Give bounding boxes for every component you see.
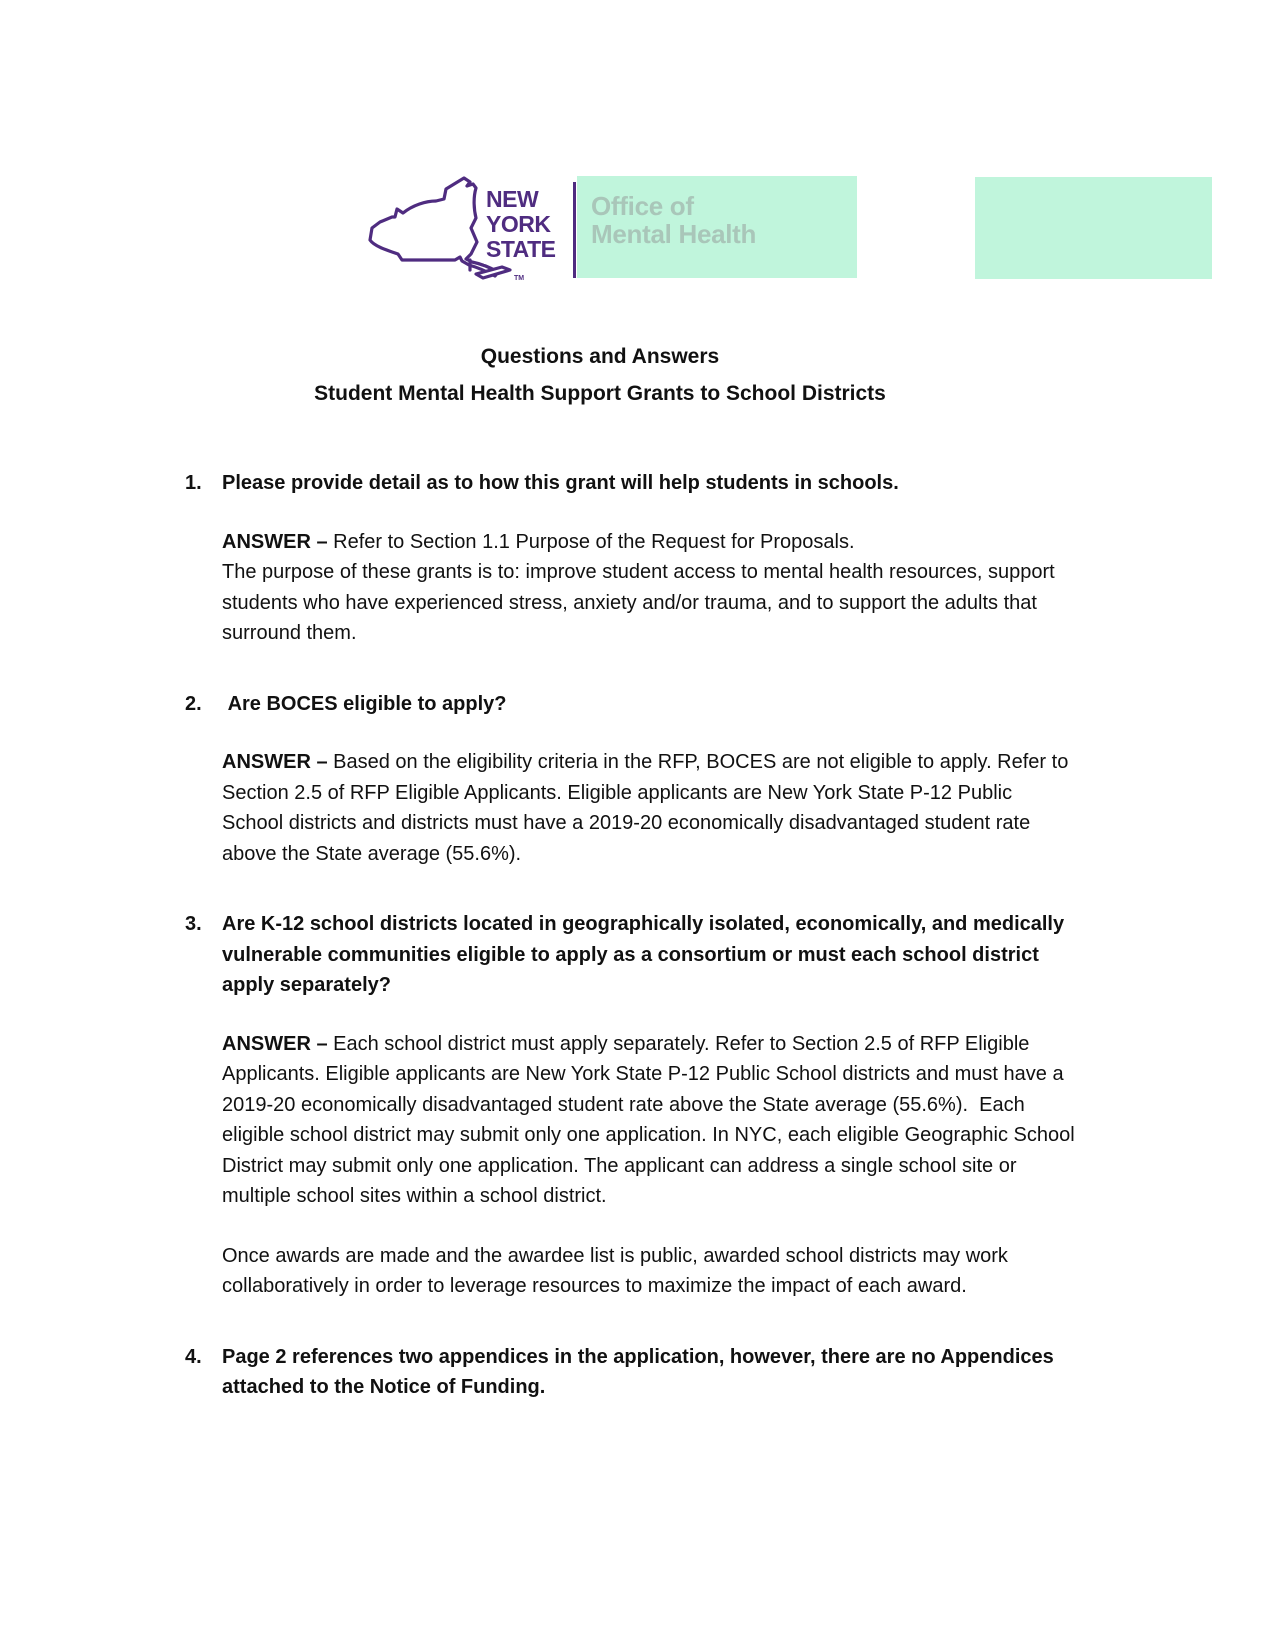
qa-body (222, 468, 1075, 678)
answer-paragraph (222, 1241, 1075, 1302)
answer-paragraph (222, 747, 1075, 869)
ny-state-outline (370, 178, 498, 276)
mental-health-text: Mental Health (591, 219, 757, 249)
logo-word-new: NEW (486, 186, 539, 212)
answer-label: ANSWER – (222, 751, 334, 773)
answer-label: ANSWER – (222, 530, 334, 553)
question-text: Please provide detail as to how this grant will help students in schools. (222, 472, 899, 494)
office-of-text: Office of (591, 191, 694, 221)
trademark-text: TM (514, 275, 525, 282)
qa-body (222, 689, 1075, 899)
question-number: 4. (185, 1345, 202, 1368)
qa-item (185, 468, 1075, 678)
question-text: Page 2 references two appendices in the application, however, there are no Appendices attached to the Notice of Funding. (222, 1345, 1060, 1398)
omh-logo-box (577, 176, 857, 278)
question-text: Are BOCES eligible to apply? (222, 692, 507, 715)
question-number: 2. (185, 692, 202, 715)
answer-paragraph (222, 1029, 1081, 1212)
title-line-2: Student Mental Health Support Grants to School Districts (314, 382, 886, 405)
logo-word-state: STATE (486, 236, 556, 262)
title-line-1: Questions and Answers (480, 345, 720, 368)
qa-item (185, 909, 1081, 1331)
answer-line: ANSWER – Refer to Section 1.1 Purpose of the Request for Proposals. (222, 530, 855, 553)
header (0, 0, 1275, 300)
question-number: 3. (185, 913, 202, 935)
answer-line: The purpose of these grants is to: improve student access to mental health resources, support students who have experienced stress, anxiety and/or trauma, and to support the adults that surround them. (222, 561, 1061, 644)
logo-word-york: YORK (486, 211, 551, 237)
answer-line: Once awards are made and the awardee list is public, awarded school districts may work collaboratively in order to leverage resources to maximize the impact of each award. (222, 1244, 1014, 1297)
logo-state-name (484, 186, 558, 264)
qa-body (222, 1342, 1075, 1431)
answer-label: ANSWER – (222, 1032, 334, 1055)
answer-paragraph (222, 527, 1075, 649)
qa-item (185, 1342, 1075, 1431)
qa-list (185, 468, 1081, 1442)
qa-item (185, 689, 1075, 899)
answer-line: ANSWER – Each school district must apply separately. Refer to Section 2.5 of RFP Eligible Applicants. Eligible applicants are New York State P-12 Public School districts and must have a 2019-20 economically disadvantaged student rate above the State average (55.6%). Each eligible school district may submit only one application. In NYC, each eligible Geographic School District may submit only one application. The applicant can address a single school site or multiple school sites within a school district. (222, 1032, 1081, 1207)
document-title (150, 338, 1050, 412)
header-right-block (975, 177, 1212, 279)
question-number: 1. (185, 472, 202, 494)
answer-line: ANSWER – Based on the eligibility criteria in the RFP, BOCES are not eligible to apply. Refer to Section 2.5 of RFP Eligible Applicants. Eligible applicants are New York State P-12 Public School districts and districts must have a 2019-20 economically disadvantaged student rate above the State average (55.6%). (222, 751, 1074, 865)
question-text: Are K-12 school districts located in geographically isolated, economically, and medically vulnerable communities eligible to apply as a consortium or must each school district apply separately? (222, 913, 1070, 996)
qa-body (222, 909, 1081, 1331)
logo-divider (573, 182, 576, 278)
